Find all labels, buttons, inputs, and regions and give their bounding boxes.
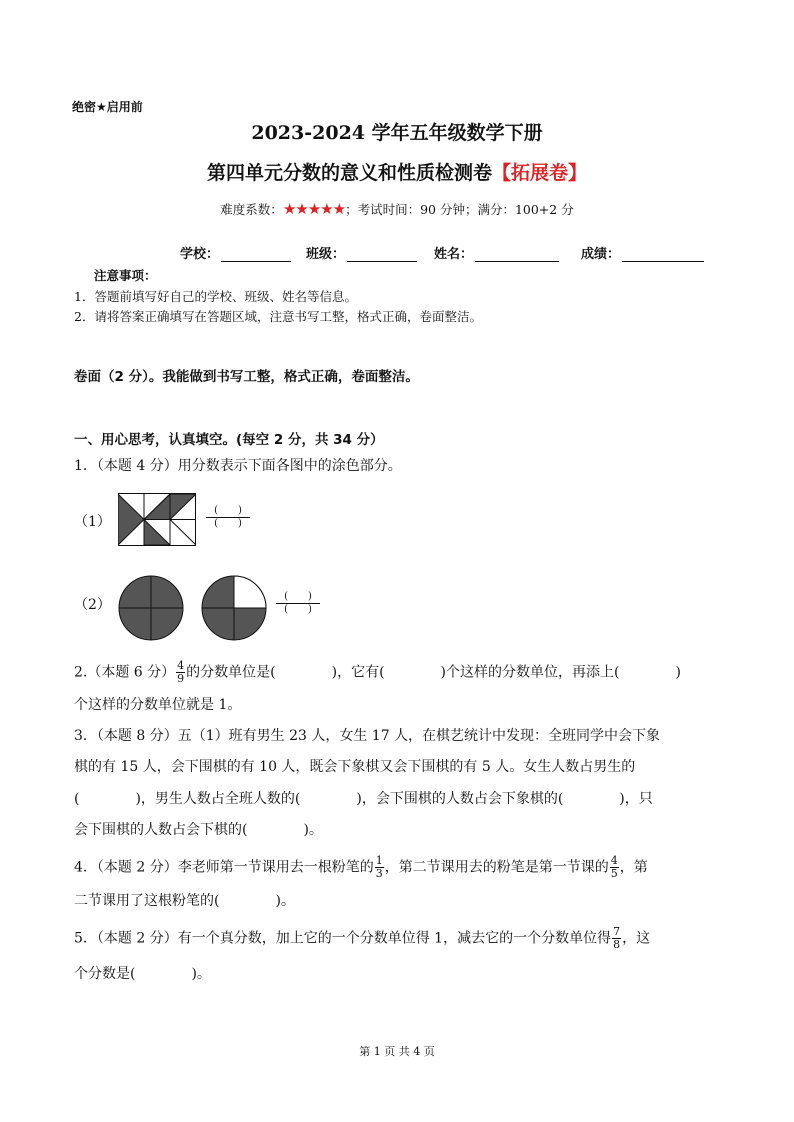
fraction: $\frac{4}{5}$ xyxy=(610,854,618,880)
rectangle-figure xyxy=(118,493,196,546)
q1-part2-answer[interactable] xyxy=(276,591,320,616)
section-title: 一、用心思考，认真填空。(每空 2 分，共 34 分） xyxy=(74,432,384,448)
subtitle-main: 第四单元分数的意义和性质检测卷 xyxy=(206,162,492,184)
q1-part1-label: （1） xyxy=(74,514,111,530)
q1-part1-answer[interactable] xyxy=(206,505,250,530)
school-blank[interactable] xyxy=(221,247,291,262)
question-5-line2: 个分数是( )。 xyxy=(74,966,211,982)
class-blank[interactable] xyxy=(347,247,417,262)
question-5 xyxy=(74,926,650,951)
q1-part2-label: （2） xyxy=(74,597,111,613)
score-blank[interactable] xyxy=(622,247,704,262)
difficulty-label: 难度系数： xyxy=(220,202,283,217)
q2-prefix: 2.（本题 6 分） xyxy=(74,664,176,681)
name-label: 姓名： xyxy=(434,247,474,262)
notes-heading: 注意事项： xyxy=(94,268,157,283)
question-2-line2: 个这样的分数单位就是 1。 xyxy=(74,697,242,713)
question-2 xyxy=(74,660,681,685)
question-4-line2: 二节课用了这根粉笔的( )。 xyxy=(74,893,295,909)
exam-meta xyxy=(0,200,794,218)
question-3-line2: 棋的有 15 人，会下围棋的有 10 人，既会下象棋又会下围棋的有 5 人。女生人数占男生的 xyxy=(74,759,636,775)
fraction: $\frac{1}{3}$ xyxy=(375,854,383,880)
name-blank[interactable] xyxy=(475,247,559,262)
answer-numerator: ( ) xyxy=(206,505,250,518)
answer-denominator: ( ) xyxy=(214,518,242,529)
page-subtitle xyxy=(0,158,794,185)
class-label: 班级： xyxy=(306,247,346,262)
fraction: $\frac{7}{8}$ xyxy=(613,925,621,951)
note-item-1: 1．答题前填写好自己的学校、班级、姓名等信息。 xyxy=(74,289,357,304)
question-1: 1．（本题 4 分）用分数表示下面各图中的涂色部分。 xyxy=(74,458,402,474)
q2-text: 的分数单位是( )，它有( )个这样的分数单位，再添上( ) xyxy=(186,664,681,681)
star-icon: ★★★★★ xyxy=(282,200,346,218)
question-3-line4: 会下围棋的人数占会下棋的( )。 xyxy=(74,822,323,838)
page-footer: 第 1 页 共 4 页 xyxy=(359,1045,435,1058)
q5-prefix: 5．（本题 2 分）有一个真分数，加上它的一个分数单位得 1，减去它的一个分数单位得 xyxy=(74,930,612,947)
q4-mid: ，第二节课用去的粉笔是第一节课的 xyxy=(384,859,609,876)
exam-info: ；考试时间：90 分钟；满分：100+2 分 xyxy=(345,202,574,217)
q4-suffix: ，第 xyxy=(619,859,648,876)
note-item-2: 2．请将答案正确填写在答题区域，注意书写工整，格式正确，卷面整洁。 xyxy=(74,309,482,324)
school-field xyxy=(180,243,291,262)
question-3-line1: 3．（本题 8 分）五（1）班有男生 23 人，女生 17 人，在棋艺统计中发现：全班同学中会下象 xyxy=(74,728,661,744)
neatness-statement: 卷面（2 分）。我能做到书写工整，格式正确，卷面整洁。 xyxy=(74,369,419,385)
question-4 xyxy=(74,855,648,880)
score-field xyxy=(581,243,704,262)
class-field xyxy=(306,243,417,262)
answer-denominator: ( ) xyxy=(284,604,312,615)
q4-prefix: 4．（本题 2 分）李老师第一节课用去一根粉笔的 xyxy=(74,859,374,876)
school-label: 学校： xyxy=(180,247,220,262)
q5-suffix: ，这 xyxy=(622,930,651,947)
score-label: 成绩： xyxy=(581,247,621,262)
circle-figures xyxy=(118,575,270,641)
subtitle-tag: 【拓展卷】 xyxy=(492,162,588,184)
question-3-line3: ( )，男生人数占全班人数的( )，会下围棋的人数占会下象棋的( )，只 xyxy=(74,791,653,807)
fraction: $\frac{4}{9}$ xyxy=(177,659,185,685)
page-title: 2023-2024 学年五年级数学下册 xyxy=(251,122,543,144)
answer-numerator: ( ) xyxy=(276,591,320,604)
name-field xyxy=(434,243,559,262)
secret-label: 绝密★启用前 xyxy=(72,100,143,114)
